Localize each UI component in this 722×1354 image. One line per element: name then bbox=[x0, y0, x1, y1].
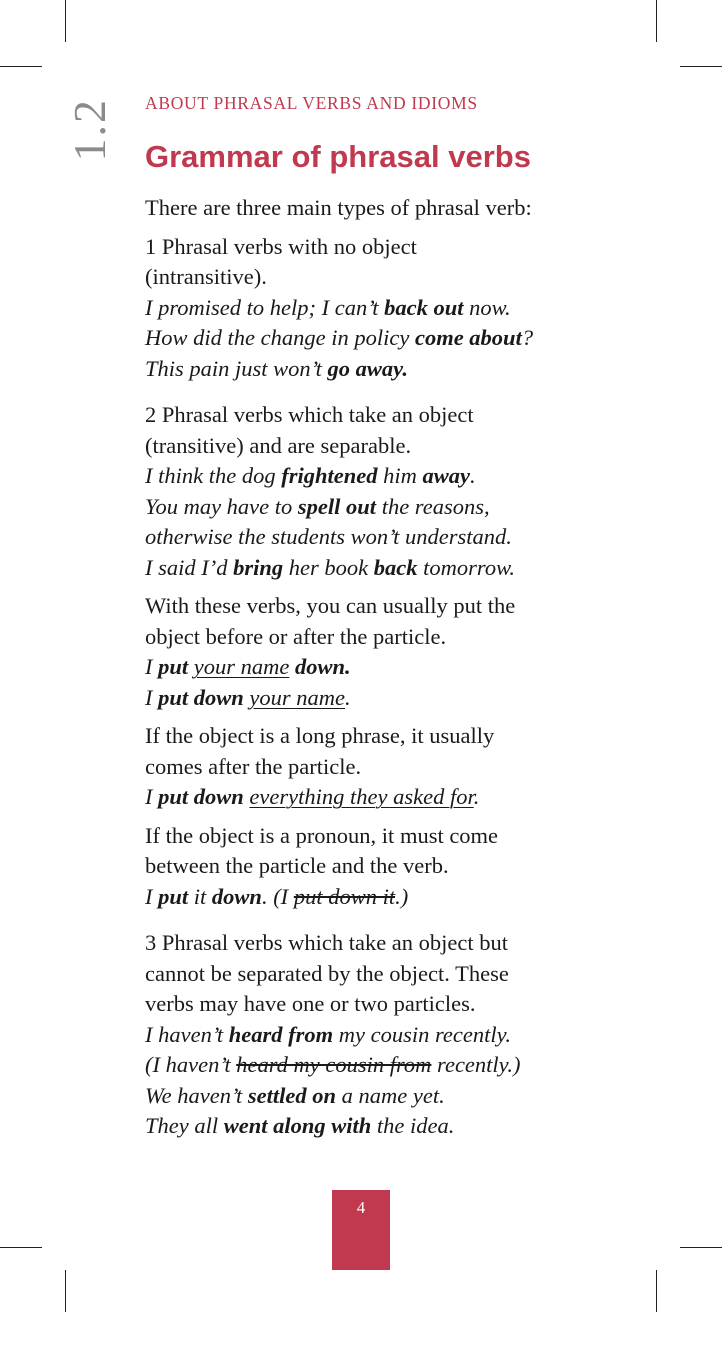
crop-mark-top-right-h bbox=[680, 66, 722, 67]
incorrect-strikethrough: put down it bbox=[293, 883, 396, 909]
page-number-badge bbox=[332, 1190, 390, 1270]
type2-note-2-line2: comes after the particle. bbox=[145, 753, 362, 779]
type3-example-2: (I haven’t heard my cousin from recently.) bbox=[145, 1052, 521, 1077]
incorrect-strikethrough: heard my cousin from bbox=[236, 1052, 432, 1077]
type2-example-2-line2: otherwise the students won’t understand. bbox=[145, 524, 512, 549]
type3-heading-line1: 3 Phrasal verbs which take an object but bbox=[145, 930, 509, 955]
phrasal-verb: back out bbox=[384, 294, 464, 320]
type3-heading-line2: cannot be separated by the object. These bbox=[145, 960, 509, 986]
type2-example-4: I put your name down. bbox=[145, 654, 351, 679]
crop-mark-bottom-right-h bbox=[680, 1247, 722, 1248]
main-content bbox=[145, 193, 585, 1142]
type2-example-3: I said I’d bring her book back tomorrow. bbox=[145, 554, 516, 580]
type2-example-2-line1: You may have to spell out the reasons, bbox=[145, 493, 490, 519]
type3-heading-line3: verbs may have one or two particles. bbox=[145, 991, 476, 1016]
type1-example-3: This pain just won’t go away. bbox=[145, 355, 408, 381]
type1-example-1: I promised to help; I can’t back out now. bbox=[145, 294, 511, 320]
crop-mark-bottom-left bbox=[65, 1270, 66, 1312]
type3-example-3: We haven’t settled on a name yet. bbox=[145, 1082, 445, 1108]
object-underlined: your name bbox=[193, 654, 290, 679]
section-number: 1.2 bbox=[64, 98, 115, 162]
page-title: Grammar of phrasal verbs bbox=[145, 139, 531, 174]
type3-example-4: They all went along with the idea. bbox=[145, 1113, 455, 1138]
crop-mark-bottom-right bbox=[656, 1270, 657, 1312]
type2-heading-line2: (transitive) and are separable. bbox=[145, 432, 412, 458]
type2-example-1: I think the dog frightened him away. bbox=[145, 463, 476, 488]
type2-example-7: I put it down. (I put down it.) bbox=[145, 883, 409, 909]
crop-mark-top-left bbox=[65, 0, 66, 42]
object-underlined: your name bbox=[249, 684, 346, 710]
type1-heading-line1: 1 Phrasal verbs with no object bbox=[145, 233, 417, 259]
phrasal-verb: go away. bbox=[327, 355, 408, 381]
type2-example-5: I put down your name. bbox=[145, 684, 351, 710]
crop-mark-top-left-h bbox=[0, 66, 42, 67]
type2-heading-line1: 2 Phrasal verbs which take an object bbox=[145, 402, 474, 427]
phrasal-verb: come about bbox=[414, 325, 522, 350]
crop-mark-top-right bbox=[656, 0, 657, 42]
crop-mark-bottom-left-h bbox=[0, 1247, 42, 1248]
type2-example-6: I put down everything they asked for. bbox=[145, 784, 480, 809]
type2-note-3-line2: between the particle and the verb. bbox=[145, 853, 449, 878]
type2-note-1-line2: object before or after the particle. bbox=[145, 623, 447, 649]
type1-heading-line2: (intransitive). bbox=[145, 264, 267, 289]
type1-example-2: How did the change in policy come about? bbox=[145, 325, 534, 350]
type2-note-2-line1: If the object is a long phrase, it usually bbox=[145, 723, 495, 748]
type2-note-1-line1: With these verbs, you can usually put the bbox=[145, 593, 516, 618]
page-number: 4 bbox=[356, 1198, 366, 1217]
chapter-kicker: ABOUT PHRASAL VERBS AND IDIOMS bbox=[145, 93, 478, 113]
type3-example-1: I haven’t heard from my cousin recently. bbox=[145, 1021, 511, 1047]
type2-note-3-line1: If the object is a pronoun, it must come bbox=[145, 822, 499, 848]
intro-text: There are three main types of phrasal verb: bbox=[145, 195, 532, 220]
object-underlined: everything they asked for bbox=[249, 784, 474, 809]
